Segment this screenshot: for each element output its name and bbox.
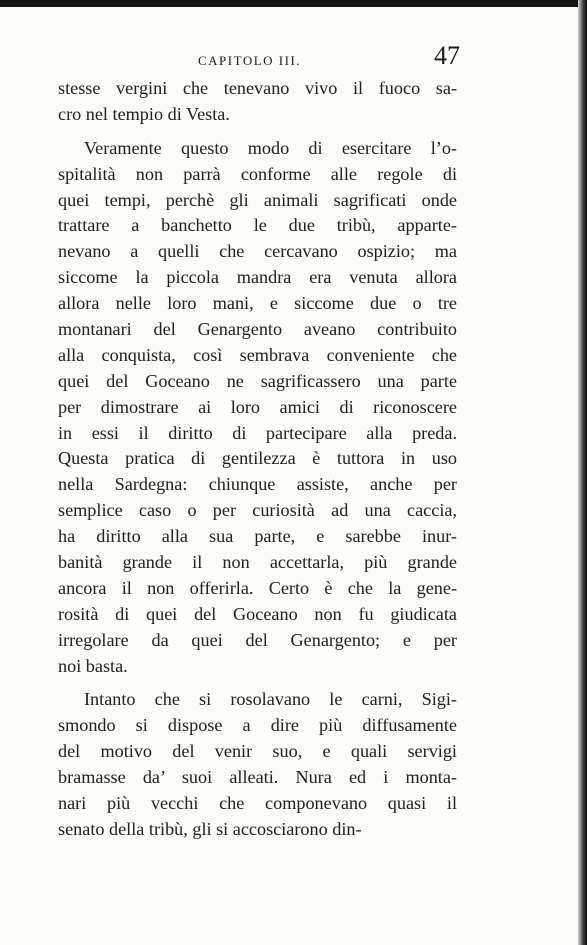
text-line: bramasse da’ suoi alleati. Nura ed i monta- xyxy=(58,767,457,788)
text-line: ha diritto alla sua parte, e sarebbe inur- xyxy=(58,526,457,547)
text-line: rosità di quei del Goceano non fu giudicata xyxy=(58,603,457,624)
paragraph-gap xyxy=(58,128,457,136)
text-line: semplice caso o per curiosità ad una caccia, xyxy=(58,500,457,521)
text-line: quei tempi, perchè gli animali sagrificati onde xyxy=(58,189,457,210)
chapter-heading: CAPITOLO III. xyxy=(198,53,302,68)
text-line: trattare a banchetto le due tribù, apparte- xyxy=(58,215,457,236)
text-line: cro nel tempio di Vesta. xyxy=(58,103,230,124)
text-line: stesse vergini che tenevano vivo il fuoco sa- xyxy=(58,78,457,98)
text-line: montanari del Genargento aveano contribuito xyxy=(58,319,457,340)
paragraph xyxy=(58,136,457,680)
paragraph xyxy=(58,76,457,128)
text-line: Intanto che si rosolavano le carni, Sigi- xyxy=(84,689,457,710)
text-line: alla conquista, così sembrava conveniente che xyxy=(58,344,457,365)
text-line: quei del Goceano ne sagrificassero una parte xyxy=(58,370,457,391)
text-line: per dimostrare ai loro amici di riconoscere xyxy=(58,396,457,417)
text-line: nevano a quelli che cercavano ospizio; ma xyxy=(58,241,457,262)
paragraph-gap xyxy=(58,679,457,687)
text-line: del motivo del venir suo, e quali servigi xyxy=(58,741,457,762)
text-line: nella Sardegna: chiunque assiste, anche per xyxy=(58,474,457,495)
scan-right-edge xyxy=(578,0,587,945)
text-line: noi basta. xyxy=(58,655,128,676)
text-line: spitalità non parrà conforme alle regole di xyxy=(58,163,457,184)
scan-top-edge xyxy=(0,0,587,7)
text-line: Veramente questo modo di esercitare l’o- xyxy=(84,137,457,158)
text-line: smondo si dispose a dire più diffusamente xyxy=(58,715,457,736)
text-line: in essi il diritto di partecipare alla preda. xyxy=(58,422,457,443)
body-text xyxy=(58,76,457,843)
text-line: allora nelle loro mani, e siccome due o tre xyxy=(58,293,457,314)
text-line: ancora il non offerirla. Certo è che la gene- xyxy=(58,577,457,598)
text-line: senato della tribù, gli si accosciarono din- xyxy=(58,818,362,839)
text-line: banità grande il non accettarla, più grande xyxy=(58,552,457,573)
text-line: Questa pratica di gentilezza è tuttora in uso xyxy=(58,448,457,469)
paragraph xyxy=(58,687,457,842)
page-number: 47 xyxy=(434,41,460,70)
text-line: siccome la piccola mandra era venuta allora xyxy=(58,267,457,288)
text-line: irregolare da quei del Genargento; e per xyxy=(58,629,457,650)
running-head xyxy=(58,41,460,73)
text-line: nari più vecchi che componevano quasi il xyxy=(58,793,457,814)
